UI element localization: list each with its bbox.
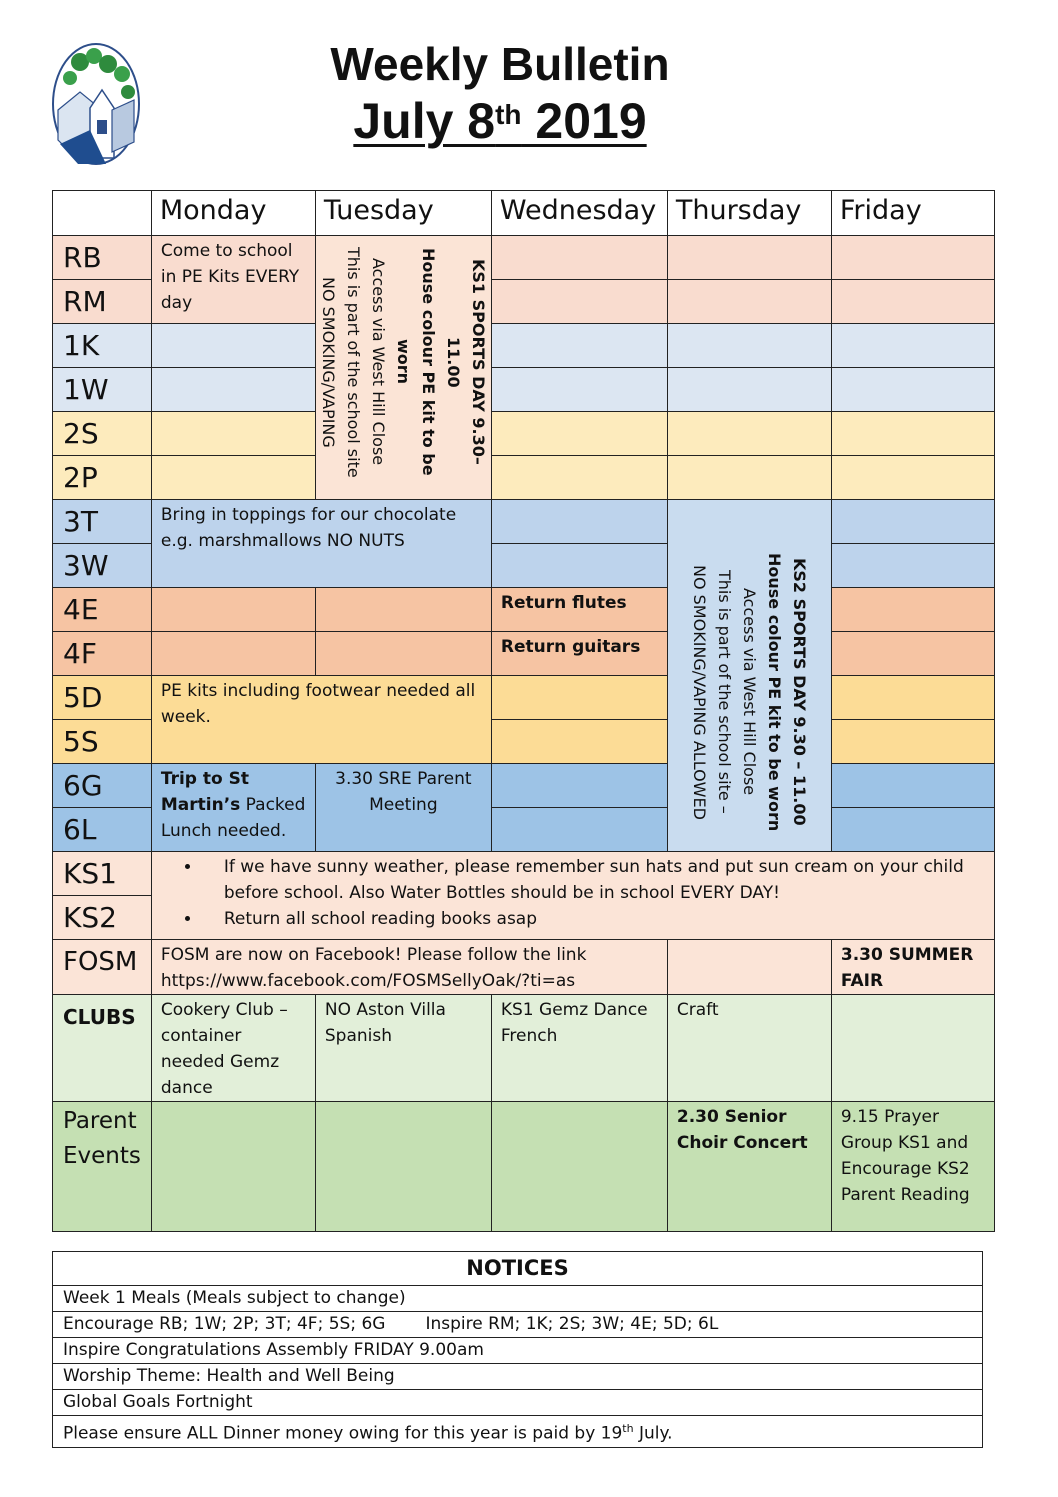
class-label-clubs: CLUBS [53,995,152,1102]
day-header-wednesday: Wednesday [491,191,667,236]
class-label-6g: 6G [53,764,152,808]
table-cell [315,588,491,632]
reading-books-note: • Return all school reading books asap [202,906,994,932]
table-cell [831,676,994,720]
table-cell [667,236,831,280]
table-cell [491,1102,667,1232]
club-tuesday: NO Aston Villa Spanish [315,995,491,1102]
ks2-sports-day-access: Access via West Hill Close [739,588,759,796]
class-label-6l: 6L [53,808,152,852]
day-header-thursday: Thursday [667,191,831,236]
club-monday: Cookery Club – container needed Gemz dance [151,995,315,1102]
table-cell [151,456,315,500]
table-cell [491,236,667,280]
notice-inspire: Inspire RM; 1K; 2S; 3W; 4E; 5D; 6L [425,1314,719,1334]
ks2-sports-day-title: KS2 SPORTS DAY 9.30 – 11.00 [789,558,809,826]
day-header-monday: Monday [151,191,315,236]
class-label-4f: 4F [53,632,152,676]
table-cell [151,1102,315,1232]
table-cell [491,368,667,412]
class-label-5d: 5D [53,676,152,720]
ks2-sports-day-cell [667,500,831,852]
table-cell [491,544,667,588]
notice-meals: Week 1 Meals (Meals subject to change) [53,1286,983,1312]
table-cell [315,1102,491,1232]
ks1-sports-day-smoking: NO SMOKING/VAPING [318,276,338,448]
prayer-group-note: 9.15 Prayer Group KS1 and Encourage KS2 Parent Reading [831,1102,994,1232]
sun-safety-note: • If we have sunny weather, please remember sun hats and put sun cream on your child before school. Also Water Bottles should be in school EVERY DAY! [202,854,994,906]
table-cell [831,456,994,500]
class-label-4e: 4E [53,588,152,632]
table-cell [491,676,667,720]
y6-trip-rest: Packed Lunch needed. [160,795,306,841]
bulletin-date: July 8th 2019 [353,93,647,149]
club-wednesday: KS1 Gemz Dance French [491,995,667,1102]
table-cell [151,368,315,412]
ks1-sports-day-access: Access via West Hill Close [368,258,388,466]
day-header-tuesday: Tuesday [315,191,491,236]
table-cell [831,720,994,764]
ks1-sports-day-title: KS1 SPORTS DAY 9.30–11.00 [443,259,488,465]
notice-dinner-money: Please ensure ALL Dinner money owing for this year is paid by 19th July. [53,1416,983,1448]
class-label-3t: 3T [53,500,152,544]
table-cell [315,632,491,676]
y6-trip-note [151,764,315,852]
table-cell [151,632,315,676]
summer-fair-note: 3.30 SUMMER FAIR [831,940,994,995]
class-label-2s: 2S [53,412,152,456]
table-cell [667,280,831,324]
table-cell [491,500,667,544]
class-label-2p: 2P [53,456,152,500]
ks2-sports-day-smoking: NO SMOKING/VAPING ALLOWED [689,564,709,820]
table-cell [151,324,315,368]
notice-encourage: Encourage RB; 1W; 2P; 3T; 4F; 5S; 6G [63,1314,386,1334]
class-label-rm: RM [53,280,152,324]
return-flutes-note: Return flutes [491,588,667,632]
ks1-sports-day-cell [315,236,491,500]
table-cell [831,280,994,324]
notice-worship: Worship Theme: Health and Well Being [53,1364,983,1390]
class-label-5s: 5S [53,720,152,764]
class-label-rb: RB [53,236,152,280]
day-header-friday: Friday [831,191,994,236]
table-cell [831,412,994,456]
class-label-fosm: FOSM [53,940,152,995]
table-cell [831,324,994,368]
class-label-1w: 1W [53,368,152,412]
fosm-facebook-note: FOSM are now on Facebook! Please follow the link https://www.facebook.com/FOSMSellyOak/?ti=as [151,940,667,995]
y5-pe-kits-note: PE kits including footwear needed all week. [151,676,491,764]
class-label-ks2: KS2 [53,896,152,940]
table-cell [151,588,315,632]
table-cell [831,588,994,632]
bulletin-title: Weekly Bulletin [330,38,670,90]
corner-cell [53,191,152,236]
return-guitars-note: Return guitars [491,632,667,676]
table-cell [667,368,831,412]
notice-assembly: Inspire Congratulations Assembly FRIDAY 9.00am [53,1338,983,1364]
club-friday [831,995,994,1102]
table-cell [491,720,667,764]
table-cell [491,808,667,852]
ks2-sports-day-kit: House colour PE kit to be worn [764,552,784,832]
table-cell [667,324,831,368]
table-cell [667,940,831,995]
notice-global-goals: Global Goals Fortnight [53,1390,983,1416]
notices-table [52,1251,983,1448]
ks1-sports-day-kit: House colour PE kit to be worn [393,248,438,476]
class-label-ks1: KS1 [53,852,152,896]
table-cell [831,632,994,676]
ks2-sports-day-site: This is part of the school site – [714,570,734,814]
reception-monday-note: Come to school in PE Kits EVERY day [151,236,315,324]
table-cell [831,544,994,588]
table-cell [491,412,667,456]
table-cell [831,808,994,852]
class-label-3w: 3W [53,544,152,588]
ks1-sports-day-site: This is part of the school site [343,246,363,478]
club-thursday: Craft [667,995,831,1102]
notice-encourage-inspire [53,1312,983,1338]
table-cell [151,412,315,456]
table-cell [491,456,667,500]
notices-heading: NOTICES [53,1252,983,1286]
class-label-1k: 1K [53,324,152,368]
table-cell [667,456,831,500]
table-cell [831,500,994,544]
table-cell [491,764,667,808]
choir-concert-note: 2.30 Senior Choir Concert [667,1102,831,1232]
weekly-timetable [52,190,995,1232]
table-cell [667,412,831,456]
class-label-parent-events: Parent Events [53,1102,152,1232]
sre-parent-meeting-note: 3.30 SRE Parent Meeting [315,764,491,852]
table-cell [491,324,667,368]
table-cell [831,764,994,808]
y3-toppings-note: Bring in toppings for our chocolate e.g. marshmallows NO NUTS [151,500,491,588]
key-stage-notices [151,852,994,940]
table-cell [831,368,994,412]
table-cell [491,280,667,324]
y6-trip-bold: Trip to St Martin’s [160,769,249,815]
table-cell [831,236,994,280]
